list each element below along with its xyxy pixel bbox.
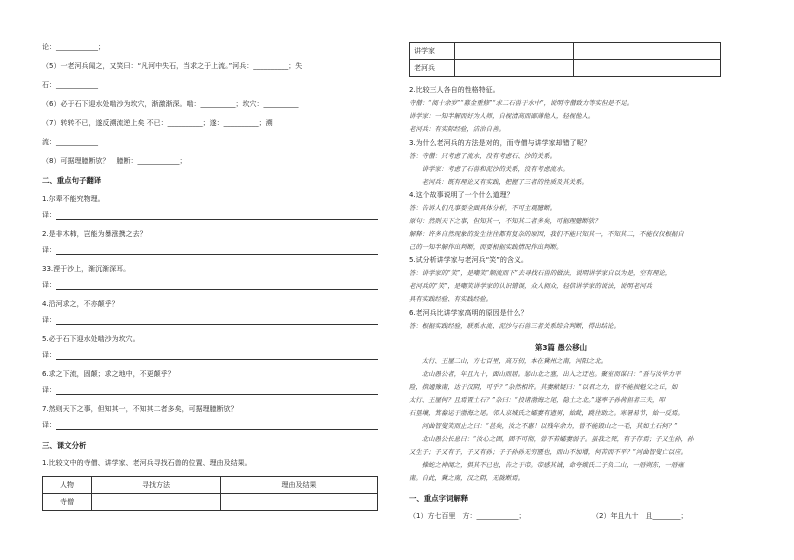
table-cell-empty[interactable] [574, 43, 721, 60]
table-cell: 讲学家 [410, 43, 455, 60]
passage-line: 操蛇之神闻之，惧其不已也，告之于帝。帝感其诚，命夸娥氏二子负二山，一厝朔东，一厝雍 [409, 461, 684, 469]
table-header-row [43, 477, 378, 494]
answer-line[interactable] [56, 394, 378, 395]
sentence-prompt: 6.求之下流，固颠；求之地中，不更颠乎？ [42, 370, 175, 378]
answer-text: 原句：然则天下之事，但知其一，不知其二者多矣，可据理臆断欤？ [409, 217, 601, 225]
passage-line: 北山愚公长息曰：“汝心之固，固不可彻，曾不若孀妻弱子。虽我之死，有子存焉；子又生孙，孙 [409, 435, 694, 443]
translation-label: 译： [42, 281, 56, 289]
passage-line: 险，指通豫南，达于汉阴，可乎？”杂然相许。其妻献疑曰：“以君之力，曾不能损魁父之丘，如 [409, 383, 678, 391]
passage-line: 南。自此，冀之南，汉之阴，无陇断焉。 [409, 474, 525, 482]
answer-text: 老河兵：有实际经验，洁治自善。 [409, 125, 505, 133]
answer-line[interactable] [56, 289, 378, 290]
sentence-prompt: 33.湮于沙上，渐沉渐深耳。 [42, 265, 131, 273]
table-row [410, 43, 721, 60]
question-prompt: 4.这个故事说明了一个什么道理？ [409, 191, 514, 199]
answer-text: 老河兵：既有理论又有实践，把握了三者的性质及其关系。 [409, 178, 588, 186]
vocab-line: （7）转转不已，遂反溯流逆上矣 不已：__________；遂：__________；溯 [42, 119, 273, 127]
answer-line[interactable] [56, 219, 378, 220]
answer-text: 解释：许多自然现象的发生往往都有复杂的原因，我们不能只知其一，不知其二，不能仅仅根据自 [409, 230, 684, 238]
answer-text: 讲学家：考虑了石兽和泥沙的关系，没有考虑流水。 [409, 165, 569, 173]
table-header-cell: 人物 [43, 477, 92, 494]
table-cell: 寺僧 [43, 494, 92, 511]
sentence-prompt: 7.然则天下之事，但知其一，不知其二者多矣，可据理臆断欤？ [42, 405, 238, 413]
translation-label: 译： [42, 421, 56, 429]
table-cell: 老河兵 [410, 60, 455, 77]
passage-line: 河曲智叟笑而止之曰：“甚矣，汝之不惠！以残年余力，曾不能毁山之一毛，其如土石何？” [409, 422, 678, 430]
answer-text: 讲学家：一知半解而好为人师，自视清高而鄙薄他人，轻视他人。 [409, 112, 595, 120]
answer-line[interactable] [56, 254, 378, 255]
table-cell-empty[interactable] [221, 494, 378, 511]
comparison-table [42, 476, 378, 511]
answer-text: 答：根据实践经验，联系水流、泥沙与石兽三者关系综合判断，得出结论。 [409, 322, 620, 330]
vocab-line: 论：____________； [42, 43, 105, 51]
passage-line: 太行、王屋二山，方七百里，高万仞，本在冀州之南，河阳之北。 [409, 357, 608, 365]
sentence-prompt: 2.是非木柿，岂能为暴涨携之去？ [42, 230, 147, 238]
vocab-line: 流：____________ [42, 138, 98, 146]
vocab-line: （5）一老河兵闻之，又笑曰：“凡河中失石，当求之于上流。”河兵：__________；失 [42, 62, 303, 70]
table-cell-empty[interactable] [455, 43, 574, 60]
answer-text: 己的一知半解作出判断，而要根据实践情况作出判断。 [409, 243, 563, 251]
answer-text: 老河兵的“笑”，是嘲笑讲学家的认识错误，众人拥众，轻信讲学家的说法，说明老河兵 [409, 282, 652, 290]
question-prompt: 6.老河兵比讲学家高明的原因是什么？ [409, 309, 528, 317]
question-prompt: 2.比较三人各自的性格特征。 [409, 86, 500, 94]
answer-text: 具有实践经验、有实践经验。 [409, 295, 493, 303]
question-prompt: 1.比较文中的寺僧、讲学家、老河兵寻找石兽的位置、理由及结果。 [42, 459, 252, 467]
sentence-prompt: 5.必于石下迎水处啮沙为坎穴。 [42, 335, 140, 343]
table-row [410, 60, 721, 77]
vocab-line: （8）可据理臆断欤？ 臆断：____________； [42, 157, 187, 165]
vocab-line: （1）方七百里 方：____________； [409, 512, 526, 520]
translation-label: 译： [42, 246, 56, 254]
vocab-line: （6）必于石下迎水处啮沙为坎穴，渐激渐深。啮：__________；坎穴：__________ [42, 100, 299, 108]
passage-line: 石垦壤，箕畚运于渤海之尾。邻人京城氏之孀妻有遗男，始龀，跳往助之。寒暑易节，始一反焉。 [409, 409, 684, 417]
table-header-cell: 理由及结果 [221, 477, 378, 494]
passage-line: 太行、王屋何？且焉置土石？”杂曰：“投诸渤海之尾，隐土之北。”遂率子孙荷担者三夫，叩 [409, 396, 665, 404]
sentence-prompt: 4.沿河求之，不亦颠乎？ [42, 300, 119, 308]
answer-line[interactable] [56, 359, 378, 360]
answer-line[interactable] [56, 324, 378, 325]
sentence-prompt: 1.尔辈不能究物理。 [42, 195, 105, 203]
question-prompt: 3.为什么老河兵的方法是对的，而寺僧与讲学家却错了呢？ [409, 139, 591, 147]
table-cell-empty[interactable] [92, 494, 221, 511]
answer-text: 寺僧：“阅十余岁”“募金重修”“求二石兽于水中”，说明寺僧致力等实但是不足。 [409, 99, 634, 107]
table-header-cell: 寻找方法 [92, 477, 221, 494]
translation-label: 译： [42, 386, 56, 394]
section-heading: 一、重点字词解释 [409, 494, 469, 503]
answer-text: 答：寺僧：只考虑了流水，没有考虑石、沙的关系。 [409, 152, 556, 160]
vocab-line: 石：____________ [42, 81, 98, 89]
passage-line: 又生子；子又有子，子又有孙；子子孙孙无穷匮也，而山不加增，何苦而不平？”河曲智叟亡以应。 [409, 448, 688, 456]
table-row [43, 494, 378, 511]
question-prompt: 5.试分析讲学家与老河兵“笑”的含义。 [409, 256, 528, 264]
table-cell-empty[interactable] [574, 60, 721, 77]
section-heading: 二、重点句子翻译 [42, 176, 102, 185]
answer-text: 答：讲学家的“笑”，是嘲笑“顺流而下”去寻找石兽的做法，说明讲学家自以为是，空有理论， [409, 269, 672, 277]
table-cell-empty[interactable] [455, 60, 574, 77]
article-title: 第3篇 愚公移山 [535, 343, 588, 352]
passage-line: 北山愚公者，年且九十，面山而居。惩山北之塞，出入之迂也。聚室而谋曰：“吾与汝毕力平 [409, 370, 681, 378]
comparison-table-continued [409, 42, 721, 77]
vocab-line: （2）年且九十 且________； [592, 512, 688, 520]
translation-label: 译： [42, 351, 56, 359]
translation-label: 译： [42, 316, 56, 324]
right-page [397, 0, 794, 560]
section-heading: 三、课文分析 [42, 441, 87, 450]
answer-line[interactable] [56, 429, 378, 430]
translation-label: 译： [42, 211, 56, 219]
answer-text: 答：告诉人们凡事要全面具体分析，不可主观臆断。 [409, 204, 556, 212]
